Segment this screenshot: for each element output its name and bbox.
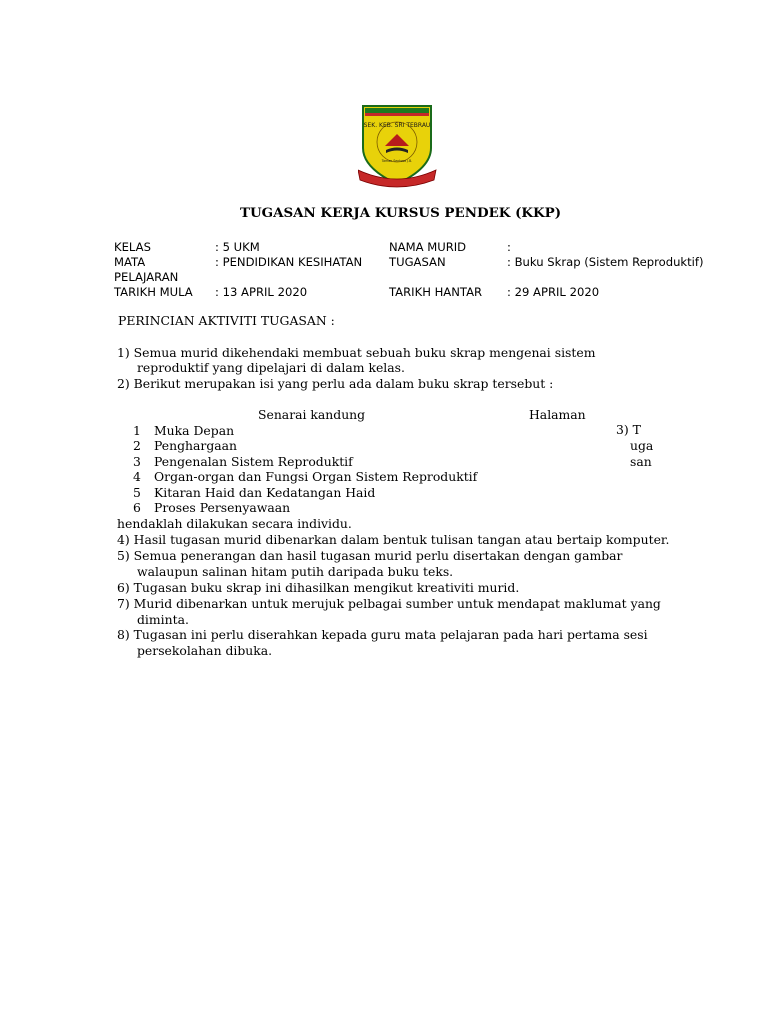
- item-5-line-1: 5) Semua penerangan dan hasil tugasan murid perlu disertakan dengan gambar: [117, 548, 623, 563]
- item-8-line-1: 8) Tugasan ini perlu diserahkan kepada guru mata pelajaran pada hari pertama sesi: [117, 627, 648, 642]
- item-8-line-2: persekolahan dibuka.: [137, 643, 273, 658]
- school-crest-logo: [358, 102, 438, 190]
- mata-label: MATA: [114, 255, 146, 269]
- contents-row-num: 3: [133, 454, 141, 469]
- kelas-value: : 5 UKM: [215, 240, 260, 254]
- item-2: 2) Berikut merupakan isi yang perlu ada dalam buku skrap tersebut :: [117, 376, 554, 391]
- crest-school-name: SEK. KEB. SRI TEBRAU: [363, 122, 431, 129]
- mata-pelajaran-value: : PENDIDIKAN KESIHATAN: [215, 255, 363, 269]
- pelajaran-label: PELAJARAN: [114, 270, 179, 284]
- item-3-fragment: san: [630, 454, 652, 469]
- item-1-line-1: 1) Semua murid dikehendaki membuat sebuah buku skrap mengenai sistem: [117, 345, 596, 360]
- nama-murid-label: NAMA MURID: [389, 240, 467, 254]
- item-7-line-1: 7) Murid dibenarkan untuk merujuk pelbagai sumber untuk mendapat maklumat yang: [117, 596, 661, 611]
- tarikh-hantar-value: : 29 APRIL 2020: [507, 285, 600, 299]
- tugasan-value: : Buku Skrap (Sistem Reproduktif): [507, 255, 704, 269]
- item-1-line-2: reproduktif yang dipelajari di dalam kelas.: [137, 360, 405, 375]
- item-6: 6) Tugasan buku skrap ini dihasilkan mengikut kreativiti murid.: [117, 580, 520, 595]
- item-4: 4) Hasil tugasan murid dibenarkan dalam bentuk tulisan tangan atau bertaip komputer.: [117, 532, 670, 547]
- contents-row-label: Pengenalan Sistem Reproduktif: [154, 454, 353, 469]
- contents-row-label: Proses Persenyawaan: [154, 500, 291, 515]
- item-3-fragment: uga: [630, 438, 654, 453]
- nama-murid-value: :: [507, 240, 511, 254]
- item-3-tail: hendaklah dilakukan secara individu.: [117, 516, 352, 531]
- contents-row-label: Muka Depan: [154, 423, 235, 438]
- contents-row-num: 1: [133, 423, 141, 438]
- contents-row-label: Kitaran Haid dan Kedatangan Haid: [154, 485, 376, 500]
- contents-row-num: 6: [133, 500, 141, 515]
- contents-row-num: 5: [133, 485, 141, 500]
- tugasan-label: TUGASAN: [389, 255, 446, 269]
- kelas-label: KELAS: [114, 240, 151, 254]
- item-3-fragment: 3) T: [616, 422, 641, 437]
- tarikh-hantar-label: TARIKH HANTAR: [389, 285, 483, 299]
- tarikh-mula-label: TARIKH MULA: [114, 285, 193, 299]
- contents-row-label: Penghargaan: [154, 438, 238, 453]
- document-title: TUGASAN KERJA KURSUS PENDEK (KKP): [240, 205, 562, 221]
- contents-header-left: Senarai kandung: [258, 407, 366, 422]
- contents-row-label: Organ-organ dan Fungsi Organ Sistem Reproduktif: [154, 469, 478, 484]
- item-7-line-2: diminta.: [137, 612, 189, 627]
- contents-row-num: 4: [133, 469, 141, 484]
- item-5-line-2: walaupun salinan hitam putih daripada buku teks.: [137, 564, 454, 579]
- tarikh-mula-value: : 13 APRIL 2020: [215, 285, 308, 299]
- crest-location: Taman Sentosa J.B.: [381, 159, 413, 163]
- contents-header-right: Halaman: [529, 407, 586, 422]
- contents-row-num: 2: [133, 438, 141, 453]
- section-heading: PERINCIAN AKTIVITI TUGASAN :: [118, 313, 335, 328]
